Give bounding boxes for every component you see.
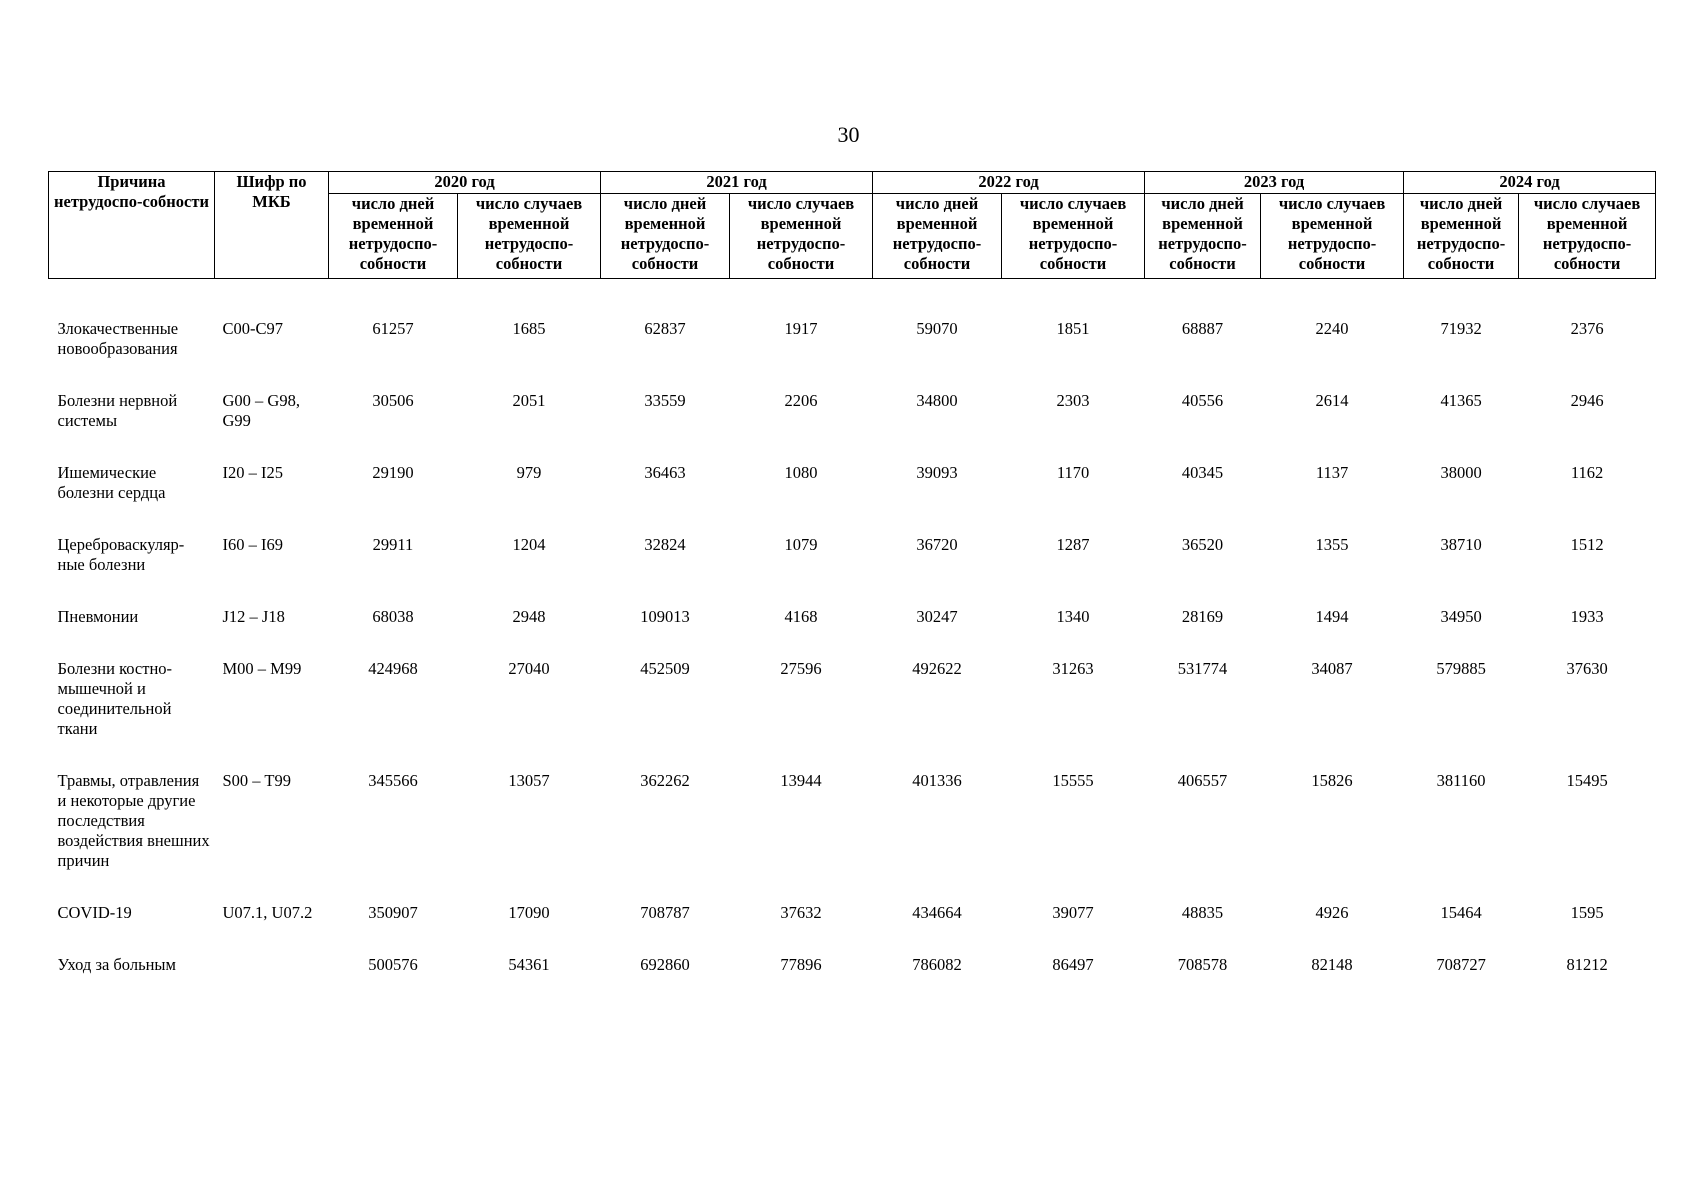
header-cases: число случаев временной нетрудоспо-собности — [730, 194, 873, 279]
table-row — [49, 535, 1656, 607]
cause-cell: Цереброваскуляр-ные болезни — [57, 535, 185, 574]
cases-value-cell: 1355 — [1315, 535, 1349, 554]
cases-value-cell: 4168 — [784, 607, 818, 626]
days-value-cell: 492622 — [912, 659, 962, 678]
days-value-cell: 500576 — [368, 955, 418, 974]
cases-value-cell: 82148 — [1311, 955, 1353, 974]
days-value-cell: 34800 — [916, 391, 958, 410]
cases-value-cell: 27596 — [780, 659, 822, 678]
cases-value-cell: 39077 — [1052, 903, 1094, 922]
days-value-cell: 28169 — [1181, 607, 1224, 626]
cases-value-cell: 37632 — [780, 903, 822, 922]
days-value-cell: 39093 — [916, 463, 958, 482]
days-value-cell: 434664 — [912, 903, 962, 922]
days-value-cell: 36463 — [644, 463, 686, 482]
cases-value-cell: 1170 — [1056, 463, 1090, 482]
header-year: 2020 год — [329, 172, 601, 194]
cases-value-cell: 13944 — [780, 771, 822, 790]
header-days: число дней временной нетрудоспо-собности — [873, 194, 1002, 279]
days-value-cell: 531774 — [1177, 659, 1228, 678]
icd-code-cell: I60 – I69 — [222, 535, 283, 554]
cases-value-cell: 1079 — [784, 535, 818, 554]
cases-value-cell: 1080 — [784, 463, 818, 482]
table-row — [49, 607, 1656, 659]
cases-value-cell: 15826 — [1311, 771, 1353, 790]
days-value-cell: 362262 — [640, 771, 690, 790]
days-value-cell: 38000 — [1440, 463, 1482, 482]
cases-value-cell: 86497 — [1052, 955, 1094, 974]
cases-value-cell: 1512 — [1570, 535, 1604, 554]
days-value-cell: 68038 — [372, 607, 414, 626]
icd-code-cell: М00 – М99 — [222, 659, 302, 678]
days-value-cell: 30247 — [916, 607, 958, 626]
icd-code-cell: J12 – J18 — [222, 607, 285, 626]
days-value-cell: 579885 — [1436, 659, 1486, 678]
cases-value-cell: 1595 — [1570, 903, 1604, 922]
days-value-cell: 452509 — [640, 659, 690, 678]
cases-value-cell: 37630 — [1566, 659, 1608, 678]
cases-value-cell: 1685 — [512, 319, 546, 338]
cases-value-cell: 31263 — [1052, 659, 1094, 678]
header-year: 2021 год — [601, 172, 873, 194]
header-cases: число случаев временной нетрудоспо-собности — [458, 194, 601, 279]
days-value-cell: 708787 — [640, 903, 690, 922]
cases-value-cell: 2948 — [512, 607, 546, 626]
days-value-cell: 38710 — [1440, 535, 1482, 554]
cases-value-cell: 54361 — [508, 955, 550, 974]
cases-value-cell: 2206 — [784, 391, 818, 410]
header-days: число дней временной нетрудоспо-собности — [601, 194, 730, 279]
cause-cell: Ишемические болезни сердца — [57, 463, 166, 502]
cases-value-cell: 81212 — [1566, 955, 1608, 974]
cases-value-cell: 1851 — [1056, 319, 1090, 338]
cause-cell: Травмы, отравления и некоторые другие последствия воздействия внешних причин — [57, 771, 210, 870]
cases-value-cell: 4926 — [1315, 903, 1349, 922]
days-value-cell: 424968 — [368, 659, 418, 678]
days-value-cell: 708727 — [1436, 955, 1486, 974]
days-value-cell: 109013 — [640, 607, 690, 626]
header-year: 2022 год — [873, 172, 1145, 194]
days-value-cell: 71932 — [1440, 319, 1482, 338]
cases-value-cell: 1933 — [1570, 607, 1604, 626]
cases-value-cell: 1287 — [1056, 535, 1090, 554]
table-row — [49, 659, 1656, 771]
cases-value-cell: 17090 — [508, 903, 550, 922]
days-value-cell: 62837 — [644, 319, 686, 338]
cases-value-cell: 77896 — [780, 955, 822, 974]
days-value-cell: 59070 — [916, 319, 958, 338]
icd-code-cell: G00 – G98, G99 — [222, 391, 300, 430]
days-value-cell: 36720 — [916, 535, 958, 554]
header-cases: число случаев временной нетрудоспо-собности — [1002, 194, 1145, 279]
cases-value-cell: 2376 — [1570, 319, 1604, 338]
days-value-cell: 34950 — [1440, 607, 1482, 626]
header-cases: число случаев временной нетрудоспо-собности — [1519, 194, 1656, 279]
cause-cell: Болезни нервной системы — [57, 391, 178, 430]
days-value-cell: 30506 — [372, 391, 414, 410]
cases-value-cell: 13057 — [508, 771, 550, 790]
days-value-cell: 36520 — [1181, 535, 1224, 554]
cause-cell: Уход за больным — [57, 955, 176, 974]
header-cases: число случаев временной нетрудоспо-собности — [1261, 194, 1404, 279]
icd-code-cell: I20 – I25 — [222, 463, 283, 482]
table-row — [49, 771, 1656, 903]
cause-cell: Злокачественные новообразования — [57, 319, 179, 358]
cases-value-cell: 2051 — [512, 391, 546, 410]
icd-code-cell: S00 – T99 — [222, 771, 291, 790]
days-value-cell: 68887 — [1181, 319, 1224, 338]
days-value-cell: 48835 — [1181, 903, 1224, 922]
cases-value-cell: 15555 — [1052, 771, 1094, 790]
cases-value-cell: 979 — [516, 463, 542, 482]
table-row — [49, 955, 1656, 1007]
days-value-cell: 708578 — [1177, 955, 1228, 974]
cases-value-cell: 2303 — [1056, 391, 1090, 410]
days-value-cell: 350907 — [368, 903, 418, 922]
days-value-cell: 32824 — [644, 535, 686, 554]
header-days: число дней временной нетрудоспо-собности — [1145, 194, 1261, 279]
table-body — [49, 279, 1656, 1008]
days-value-cell: 40345 — [1181, 463, 1224, 482]
icd-code-cell: С00-С97 — [222, 319, 284, 338]
cases-value-cell: 1204 — [512, 535, 546, 554]
days-value-cell: 692860 — [640, 955, 690, 974]
days-value-cell: 381160 — [1436, 771, 1486, 790]
header-days: число дней временной нетрудоспо-собности — [329, 194, 458, 279]
header-cause: Причина нетрудоспо-собности — [49, 172, 215, 279]
icd-code-cell: U07.1, U07.2 — [222, 903, 313, 922]
days-value-cell: 41365 — [1440, 391, 1482, 410]
cases-value-cell: 34087 — [1311, 659, 1353, 678]
cases-value-cell: 1917 — [784, 319, 818, 338]
header-year: 2023 год — [1145, 172, 1404, 194]
days-value-cell: 786082 — [912, 955, 962, 974]
days-value-cell: 345566 — [368, 771, 418, 790]
cases-value-cell: 1340 — [1056, 607, 1090, 626]
sick-leave-table — [48, 171, 1656, 1007]
cause-cell: Пневмонии — [57, 607, 139, 626]
table-row — [49, 391, 1656, 463]
cases-value-cell: 2240 — [1315, 319, 1349, 338]
cases-value-cell: 1494 — [1315, 607, 1349, 626]
table-row — [49, 463, 1656, 535]
days-value-cell: 61257 — [372, 319, 414, 338]
cases-value-cell: 2614 — [1315, 391, 1349, 410]
cases-value-cell: 2946 — [1570, 391, 1604, 410]
page-number: 30 — [837, 122, 860, 147]
days-value-cell: 406557 — [1177, 771, 1228, 790]
header-icd: Шифр по МКБ — [215, 172, 329, 279]
header-year: 2024 год — [1404, 172, 1656, 194]
days-value-cell: 401336 — [912, 771, 962, 790]
cause-cell: COVID-19 — [57, 903, 132, 922]
cases-value-cell: 27040 — [508, 659, 550, 678]
table-row — [49, 903, 1656, 955]
days-value-cell: 40556 — [1181, 391, 1224, 410]
days-value-cell: 15464 — [1440, 903, 1482, 922]
days-value-cell: 33559 — [644, 391, 686, 410]
cases-value-cell: 1162 — [1570, 463, 1604, 482]
table-row — [49, 279, 1656, 392]
days-value-cell: 29190 — [372, 463, 414, 482]
icd-code-cell — [215, 955, 329, 1007]
cases-value-cell: 15495 — [1566, 771, 1608, 790]
days-value-cell: 29911 — [372, 535, 414, 554]
cases-value-cell: 1137 — [1315, 463, 1349, 482]
cause-cell: Болезни костно-мышечной и соединительной ткани — [57, 659, 173, 738]
header-days: число дней временной нетрудоспо-собности — [1404, 194, 1519, 279]
